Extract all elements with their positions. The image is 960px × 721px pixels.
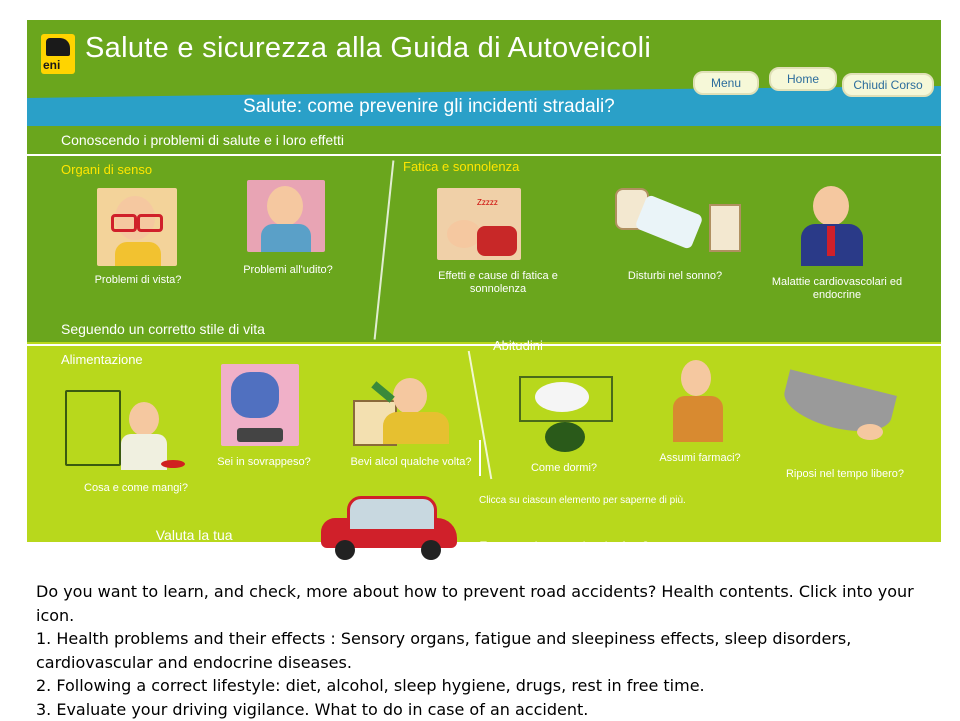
section2-heading: Seguendo un corretto stile di vita (61, 321, 265, 337)
label-malattie: Malattie cardiovascolari ed endocrine (767, 276, 907, 302)
label-sovrappeso: Sei in sovrappeso? (205, 456, 323, 469)
label-cosa-mangi: Cosa e come mangi? (61, 482, 211, 495)
sheep-tree-icon (515, 372, 613, 458)
label-problemi-vista: Problemi di vista? (79, 274, 197, 287)
sleeping-driver-icon (437, 188, 521, 260)
vigilance-link[interactable] (135, 527, 253, 559)
vigilance-line1: Valuta la tua (156, 527, 233, 544)
zzz-text: Zzzzz (477, 198, 498, 207)
page-subtitle: Salute: come prevenire gli incidenti stradali? (243, 96, 615, 118)
section1-divider (27, 154, 941, 156)
label-farmaci: Assumi farmaci? (655, 452, 745, 465)
close-course-button[interactable]: Chiudi Corso (842, 73, 934, 97)
person-chest-pain-icon (797, 180, 869, 266)
logo-text: eni (43, 58, 60, 72)
category-alimentazione: Alimentazione (61, 352, 143, 367)
person-hand-ear-icon (247, 180, 325, 252)
slide-description (36, 580, 946, 721)
menu-button[interactable]: Menu (693, 71, 759, 95)
person-in-bed-icon (613, 180, 737, 262)
label-fatica: Effetti e cause di fatica e sonnolenza (423, 270, 573, 296)
red-car-icon[interactable] (321, 496, 459, 560)
label-riposi: Riposi nel tempo libero? (765, 468, 925, 481)
label-come-dormi: Come dormi? (513, 462, 615, 475)
person-drinking-icon (353, 372, 453, 446)
category-divider (374, 160, 395, 339)
category-fatica-sonnolenza: Fatica e sonnolenza (403, 159, 519, 174)
description-intro: Do you want to learn, and check, more about how to prevent road accidents? Health contents. Click into your icon. (36, 580, 946, 627)
person-hammock-icon (773, 372, 897, 452)
label-alcol: Bevi alcol qualche volta? (343, 456, 479, 469)
section2-divider (27, 344, 941, 346)
eni-logo (41, 34, 75, 74)
person-pills-icon (667, 356, 733, 442)
accident-text: E se proprio succede, che fare? (479, 539, 648, 554)
person-scale-icon (221, 364, 299, 446)
description-point-3: 3. Evaluate your driving vigilance. What to do in case of an accident. (36, 698, 946, 721)
accident-arrow-icon: > (461, 539, 468, 553)
category-organi-di-senso: Organi di senso (61, 162, 152, 177)
person-eating-icon (65, 390, 185, 476)
click-hint: Clicca su ciascun elemento per saperne di più. (479, 495, 686, 506)
person-glasses-icon (97, 188, 177, 266)
label-problemi-udito: Problemi all'udito? (229, 264, 347, 277)
course-title: Salute e sicurezza alla Guida di Autoveicoli (85, 32, 651, 65)
home-button[interactable]: Home (769, 67, 837, 91)
accident-link[interactable] (461, 539, 649, 553)
down-arrow-icon (479, 440, 481, 476)
six-legged-dog-icon (46, 38, 70, 56)
description-point-1: 1. Health problems and their effects : Sensory organs, fatigue and sleepiness effects, sleep disorders, cardiovascular and endocrine diseases. (36, 627, 946, 674)
category-abitudini: Abitudini (493, 338, 543, 353)
section1-heading: Conoscendo i problemi di salute e i loro effetti (61, 132, 344, 148)
description-point-2: 2. Following a correct lifestyle: diet, alcohol, sleep hygiene, drugs, rest in free time. (36, 674, 946, 698)
course-screen (27, 20, 941, 542)
vigilance-line2: vigilanza alla guida (135, 543, 253, 560)
label-disturbi-sonno: Disturbi nel sonno? (613, 270, 737, 283)
